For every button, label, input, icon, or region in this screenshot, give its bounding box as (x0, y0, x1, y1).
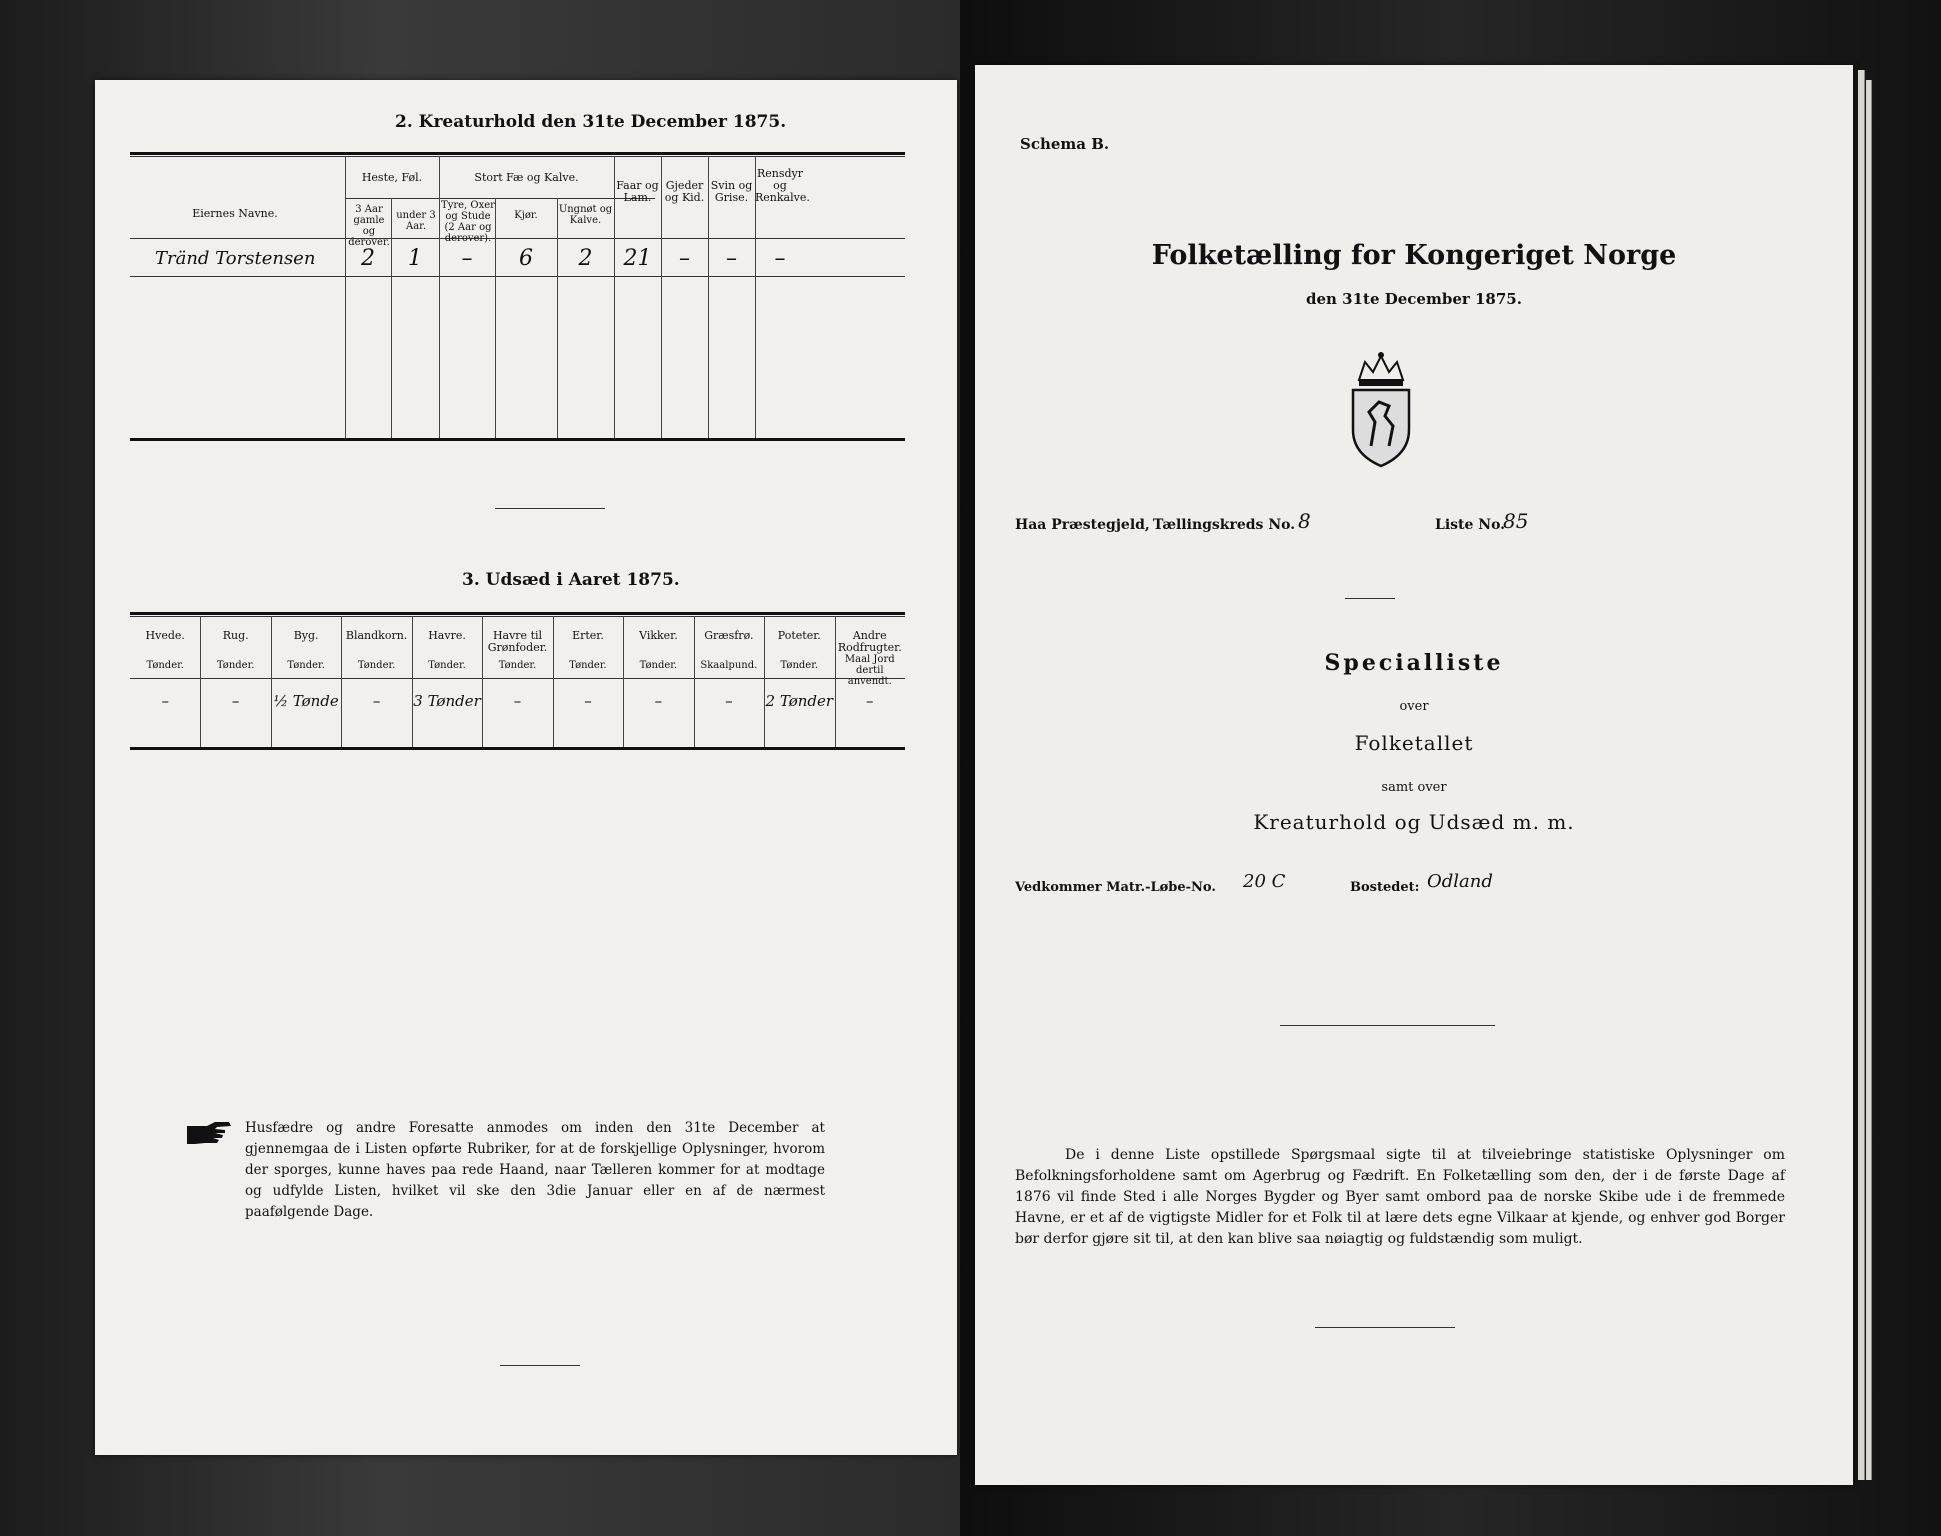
udsaed-col-header: Andre Rodfrugter. (837, 629, 902, 654)
page-stack-edge (1866, 80, 1872, 1480)
over-text: over (1399, 699, 1429, 714)
udsaed-value-cell: ½ Tønde (273, 692, 339, 710)
separator-rule (1345, 598, 1395, 599)
table2-col-sep (439, 156, 440, 438)
col-heste-a-header: 3 Aar gamle og derover. (348, 204, 390, 248)
udsaed-col-unit: Tønder. (216, 660, 255, 671)
schema-label: Schema B. (1020, 135, 1110, 153)
udsaed-col-header: Erter. (572, 629, 604, 642)
matr-value: 20 C (1243, 871, 1286, 892)
udsaed-value-cell: – (372, 692, 381, 710)
udsaed-value-cell: – (513, 692, 522, 710)
left-page (95, 80, 957, 1455)
pointing-hand-icon (185, 1120, 233, 1146)
instruction-note: Husfædre og andre Foresatte anmodes om inden den 31te December at gjennemgaa de i Listen opførte Rubriker, for at de forskjellige Oplysninger, hvorom der sporges, kunne haves paa rede Haand, naar Tælleren kommer for at modtage og udfylde Listen, hvilket vil ske den 3die Januar eller en af de nærmest paafølgende Dage. (245, 1120, 825, 1220)
col-heste-header: Heste, Føl. (361, 171, 423, 184)
table3-col-sep (482, 616, 483, 747)
table2-col-sep (391, 198, 392, 438)
table3-col-sep (200, 616, 201, 747)
col-storfe-header: Stort Fæ og Kalve. (474, 171, 579, 184)
col-rensdyr-header: Rensdyr og Renkalve. (755, 167, 810, 204)
col-storfe-a-header: Tyre, Oxer og Stude (2 Aar og derover). (441, 200, 495, 244)
table2-row-rule (130, 276, 905, 277)
udsaed-value-cell: – (725, 692, 733, 710)
tellingskreds-value: 8 (1298, 509, 1311, 533)
udsaed-value-cell: 3 Tønder (413, 692, 481, 710)
table3-col-sep (764, 616, 765, 747)
kreaturhold-text: Kreaturhold og Udsæd m. m. (1253, 810, 1575, 834)
table2-top-rule (130, 152, 905, 155)
table3-bottom-rule (130, 747, 905, 750)
col-gjeder-header: Gjeder og Kid. (664, 179, 705, 204)
storfe-b-cell: 6 (519, 246, 533, 271)
udsaed-value-cell: – (866, 692, 874, 710)
udsaed-col-unit: Skaalpund. (700, 660, 758, 671)
udsaed-value-cell: – (584, 692, 592, 710)
table2-col-sep (557, 198, 558, 438)
page-stack-edge (1858, 70, 1865, 1480)
udsaed-value-cell: – (654, 692, 663, 710)
storfe-a-cell: – (461, 246, 473, 271)
udsaed-col-unit: Tønder. (639, 660, 678, 671)
udsaed-col-header: Græsfrø. (704, 629, 754, 642)
section3-title: 3. Udsæd i Aaret 1875. (462, 570, 680, 590)
samt-over-text: samt over (1381, 780, 1447, 795)
table3-header-rule (130, 678, 905, 679)
form-subheading: den 31te December 1875. (1306, 290, 1522, 308)
table3-col-sep (271, 616, 272, 747)
table3-top-rule-thin (130, 616, 905, 617)
norwegian-coat-of-arms-icon (1345, 350, 1417, 468)
udsaed-col-header: Rug. (222, 629, 249, 642)
udsaed-col-unit: Tønder. (146, 660, 184, 671)
udsaed-col-header: Vikker. (639, 629, 678, 642)
udsaed-col-unit: Tønder. (357, 660, 396, 671)
table3-col-sep (623, 616, 624, 747)
gjeder-cell: – (679, 246, 690, 271)
separator-rule (1280, 1025, 1495, 1026)
bostedet-label: Bostedet: (1350, 880, 1420, 895)
svin-cell: – (726, 246, 737, 271)
udsaed-col-header: Hvede. (145, 629, 185, 642)
prestegjeld-label: Haa Præstegjeld, (1015, 517, 1150, 533)
separator-rule (495, 508, 605, 509)
col-storfe-c-header: Ungnøt og Kalve. (558, 204, 613, 226)
udsaed-value-cell: 2 Tønder (765, 692, 834, 710)
udsaed-col-unit: Maal Jord dertil anvendt. (844, 654, 895, 687)
heste-b-cell: 1 (408, 246, 422, 271)
col-faar-header: Faar og Lam. (616, 179, 659, 204)
right-page (975, 65, 1853, 1485)
col-heste-b-header: under 3 Aar. (396, 210, 436, 232)
table2-col-sep (345, 156, 346, 438)
faar-cell: 21 (623, 246, 652, 271)
footer-rule (500, 1365, 580, 1366)
table2-header-rule (130, 238, 905, 239)
footer-rule (1315, 1327, 1455, 1328)
storfe-c-cell: 2 (578, 246, 593, 271)
bostedet-value: Odland (1427, 871, 1493, 892)
col-storfe-b-header: Kjør. (514, 210, 538, 221)
table2-col-sep (495, 198, 496, 438)
table3-col-sep (835, 616, 836, 747)
table3-col-sep (694, 616, 695, 747)
udsaed-col-header: Poteter. (777, 629, 821, 642)
col-owner-header: Eiernes Navne. (192, 207, 278, 220)
udsaed-col-header: Byg. (293, 629, 319, 642)
table2-top-rule-thin (130, 156, 905, 157)
table3-top-rule (130, 612, 905, 615)
table2-bottom-rule (130, 438, 905, 441)
udsaed-col-unit: Tønder. (498, 660, 537, 671)
liste-label: Liste No. (1435, 517, 1506, 533)
section2-title: 2. Kreaturhold den 31te December 1875. (395, 112, 787, 132)
udsaed-col-header: Havre til Grønfoder. (487, 629, 548, 654)
rensdyr-cell: – (774, 246, 786, 271)
owner-name-cell: Tränd Torstensen (155, 248, 316, 269)
tellingskreds-label: Tællingskreds No. (1153, 517, 1296, 533)
udsaed-value-cell: – (231, 692, 240, 710)
udsaed-col-header: Havre. (428, 629, 466, 642)
udsaed-col-unit: Tønder. (569, 660, 607, 671)
folketallet-text: Folketallet (1354, 731, 1474, 755)
table3-col-sep (412, 616, 413, 747)
liste-value: 85 (1503, 509, 1529, 533)
col-svin-header: Svin og Grise. (710, 179, 753, 204)
specialliste-heading: Specialliste (1324, 650, 1504, 676)
heste-a-cell: 2 (361, 246, 375, 271)
table3-col-sep (553, 616, 554, 747)
udsaed-col-unit: Tønder. (780, 660, 819, 671)
table3-col-sep (341, 616, 342, 747)
intro-paragraph: De i denne Liste opstillede Spørgsmaal sigte til at tilveiebringe statistiske Oplysninger om Befolkningsforholdene samt om Agerbrug og Fædrift. En Folketælling som den, der i de første Dage af 1876 vil finde Sted i alle Norges Bygder og Byer samt ombord paa de norske Skibe ude i de fremmede Havne, er et af de vigtigste Midler for et Folk til at lære dets egne Vilkaar at kjende, og enhver god Borger bør derfor gjøre sit til, at den kan blive saa nøiagtig og fuldstændig som muligt. (1015, 1147, 1785, 1247)
udsaed-value-cell: – (161, 692, 169, 710)
matr-label: Vedkommer Matr.-Løbe-No. (1015, 880, 1216, 895)
udsaed-col-unit: Tønder. (287, 660, 325, 671)
udsaed-col-unit: Tønder. (428, 660, 466, 671)
form-heading: Folketælling for Kongeriget Norge (1151, 240, 1677, 271)
udsaed-col-header: Blandkorn. (345, 629, 408, 642)
